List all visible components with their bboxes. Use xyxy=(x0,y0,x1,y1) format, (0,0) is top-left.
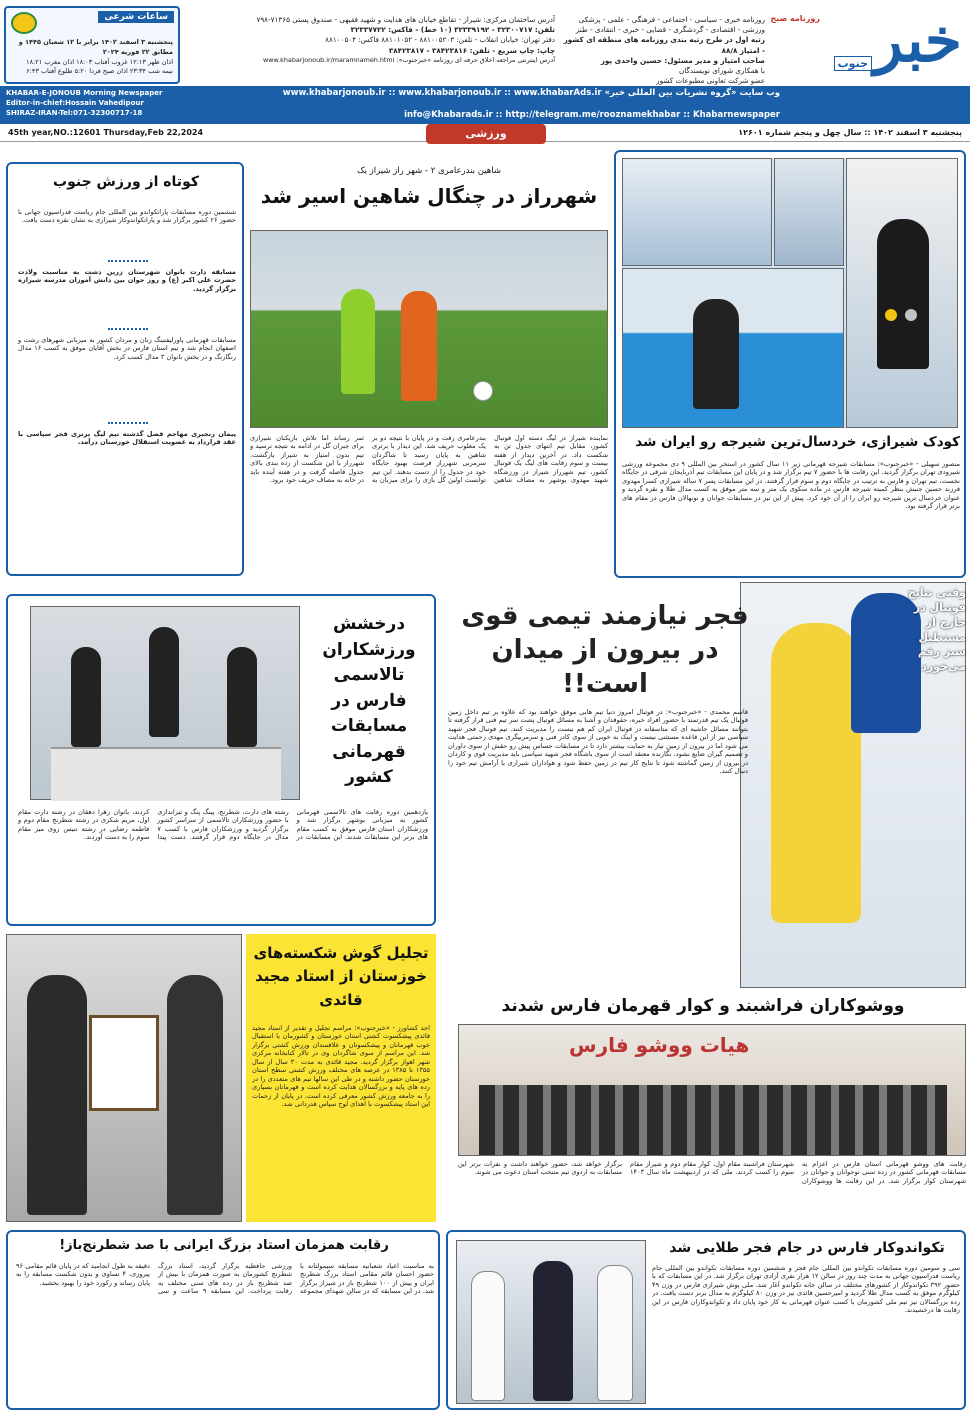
issue-en: 45th year,NO.:12601 Thursday,Feb 22,2024 xyxy=(8,128,204,137)
tagline-line: ورزشی - اقتصادی - گردشگری - قضایی - خبری - انتقادی - طنز xyxy=(575,25,765,35)
eng-line: KHABAR-E-JONOUB Morning Newspaper xyxy=(6,89,163,97)
sidebar-short-news xyxy=(6,162,244,576)
divider xyxy=(108,260,148,262)
tagline-line: با همکاری شورای نویسندگان xyxy=(678,66,765,76)
athlete-figure xyxy=(597,1265,633,1401)
coach-figure xyxy=(533,1261,573,1401)
prayer-line: اذان ظهر ۱۲:۱۳ غروب آفتاب ۱۸:۰۳ اذان مغرب ۱۸:۲۱ xyxy=(26,57,173,66)
article-title: درخشش ورزشکاران تالاسمی فارس در مسابقات قهرمانی کشور xyxy=(322,614,416,787)
article-taekwondo xyxy=(446,1230,966,1410)
tagline-line: عضو شرکت تعاونی مطبوعات کشور xyxy=(656,76,765,86)
podium-photo xyxy=(30,606,300,800)
football-photo xyxy=(250,230,608,428)
article-title: کودک شیرازی، خردسال‌ترین شیرجه رو ایران شد xyxy=(635,434,960,450)
logo-tag: روزنامه صبح xyxy=(770,14,820,23)
ceremony-photo xyxy=(6,934,242,1222)
photo-pool xyxy=(622,268,844,428)
article-body: رقابت های ووشو قهرمانی استان فارس در اعزام به مسابقات قهرمانی کشور در رده سنی نوجوانان و جوانان در شهرستان کوار برگزار شد. در این رقابت ها ووشوکاران شهرستان فراشبند مقام اول، کوار مقام دوم و شیراز مقام سوم را کسب کردند. ملی که در اردیبهشت ماه سال ۱۴۰۳ برگزار خواهد شد، حضور خواهند داشت و نفرات برتر این مسابقات به اردوی تیم منتخب استان دعوت می شوند. xyxy=(458,1160,966,1185)
photo-team xyxy=(622,158,772,266)
tagline-line: روزنامه خبری - سیاسی - اجتماعی - فرهنگی - علمی - پزشکی xyxy=(578,15,765,24)
sidebar-item: مسابقه دارت بانوان شهرستان زرین دشت به مناسبت ولادت حضرت علی اکبر (ع) و روز جوان بین دانش آموزان مدرسه شیرازه برگزار گردید. xyxy=(18,268,236,293)
player-green xyxy=(341,289,375,394)
newspaper-logo xyxy=(765,4,970,96)
article-title: شهرراز در چنگال شاهین اسیر شد xyxy=(260,184,598,208)
section-label: ورزشی xyxy=(426,124,546,144)
person-figure xyxy=(27,975,87,1215)
prayer-line: نیمه شب ۲۳:۳۴ اذان صبح فردا ۵:۲۰ طلوع آفتاب ۶:۴۳ xyxy=(26,67,173,76)
podium xyxy=(51,747,281,801)
player-orange xyxy=(401,291,437,401)
contact-line: آدرس ساختمان مرکزی: شیراز - تقاطع خیابان های هدایت و شهید فقیهی - صندوق پستی ۷۱۳۶۵-۷۹۸ xyxy=(256,15,555,24)
photo-boy-medals xyxy=(846,158,958,428)
article-body: سی و سومین دوره مسابقات تکواندو بین المللی جام فجر و ششمین دوره مسابقات تکواندو بین المللی جام ریاست فدراسیون جهانی به مدت چند روز در سالن ۱۲ هزار نفری آزادی تهران برگزار شد. در این مسابقات که با حضور ۳۹۲ تکواندوکار از کشورهای مختلف در سالن خانه تکواندو آغاز شد، ملی پوش شیرازی فارس در وزن ۴۹ کیلوگرم موفق به کسب مدال طلا گردید و امیرحسین قائدی نیز در وزن ۸۰ کیلوگرم به مدال برنز دست یافت. در رده بزرگسالان نیز تیم ملی کشورمان با کسب عنوان قهرمانی به کار خود پایان داد و تکواندوکاران فارس در این رقابت ها درخشیدند. xyxy=(652,1264,960,1315)
contact-line: دفتر تهران: خیابان انقلاب - تلفن: ۸۸۱۰۰۵۲۰۳ - ۸۸۱۰۱۰۵۲ فاکس: ۸۸۱۰۰۵۰۴ xyxy=(325,35,555,45)
article-body: یازدهمین دوره رقابت های تالاسمی قهرمانی کشور به میزبانی بوشهر برگزار شد و ورزشکاران استان فارس موفق به کسب مقام های برتر این مسابقات شدند. این مسابقات در رشته های دارت، شطرنج، پینگ پنگ و تیراندازی با حضور ورزشکاران تالاسمی از سراسر کشور برگزار گردید و ورزشکاران فارس با کسب ۷ مدال در جایگاه دوم قرار گرفتند. دست پیدا کردند، بانوان زهرا دهقان در رشته دارت مقام اول، مریم شکری در رشته شطرنج مقام دوم و فاطمه رضایی در رشته تنیس روی میز مقام سوم را به دست آوردند. xyxy=(18,808,428,842)
contact-line: تلفن: ۳۲۳۰۰۷۱۷ - ۳۲۳۳۹۱۹۲ (۱۰ خط) - فاکس: ۳۲۳۳۷۷۲۲ xyxy=(350,25,555,35)
article-body: احد کشاورز - «خبرجنوب»: مراسم تجلیل و تقدیر از استاد مجید قائدی پیشکسوت کشتی استان خوزستان و کشورمان با استقبال خوب قهرمانان و پیشکسوتان و علاقمندان ورزش کشتی برگزار شد. این مراسم از سوی شاگردان وی در تالار کتابخانه مرکزی شهر اهواز برگزار گردید. مجید قائدی به مدت ۳۰ سال از سال ۱۳۵۵ تا ۱۳۸۵ در عرصه های مختلف ورزش کشتی سطح استان خوزستان حضور داشته و در طی این سالها تیم های متعددی را در رده های پایه و بزرگسالان هدایت کرده است و قهرمانان بسیاری را به جامعه ورزش کشور معرفی کرده است. در پایان از زحمات این استاد پیشکسوت با اهدای لوح سپاس قدردانی شد. xyxy=(252,1024,430,1108)
eng-line: SHIRAZ-IRAN-Tel:071-32300717-18 xyxy=(6,109,143,118)
article-body: قاسم محمدی - «خبرجنوب»: در فوتبال امروز دنیا تیم هایی موفق خواهند بود که علاوه بر تیم داخل زمین فوتبال یک تیم قدرتمند با حضور افراد خبره، حقوقدان و آشنا به مسائل فوتبال پشت سر تیم فنی قرار گرفته تا بتوانند مسائل حاشیه ای که متاسفانه در فوتبال ایران کم هم نیست را مدیریت کنند. تیم فوتبال فجر شهید سپاسی نیز از این قاعده مستثنی نیست و اینک به خوبی از سوی کادر فنی و سرمربیگری مهدی رحمتی هدایت می شود اما در بیرون از زمین نیاز به حمایت بیشتر دارد تا در مسابقات حساس پیش رو حقش از سوی داوران و تصمیم گیران ضایع نشود. نگارنده معتقد است از سوی باشگاه فجر شهید سپاسی باید مدیریت قوی و کاردان در بیرون از زمین گماشته شود تا نتایج کار تیم در زمین حفظ شود و هواداران شیرازی با آرامش تیم خود را دنبال کنند. xyxy=(448,708,748,776)
article-thalassemia xyxy=(6,594,436,926)
winner-figure xyxy=(227,647,257,747)
ball-icon xyxy=(473,381,493,401)
article-fajr xyxy=(440,582,966,988)
logo-text: خبر xyxy=(873,6,962,76)
medal-icon xyxy=(905,309,917,321)
divider xyxy=(108,328,148,330)
banner-text: هیات ووشو فارس xyxy=(569,1033,750,1057)
logo-sub: جنوب xyxy=(834,56,872,71)
sidebar-title: کوتاه از ورزش جنوب xyxy=(53,174,199,190)
frame-gift xyxy=(89,1015,159,1111)
social-links[interactable]: info@Khabarads.ir :: http://telegram.me/rooznamekhabar :: Khabarnewspaper xyxy=(404,110,780,120)
article-body: به مناسبت اعیاد شعبانیه مسابقه سیمولتانه با حضور احسان قائم مقامی استاد بزرگ شطرنج ایران و بیش از ۱۰۰ شطرنج باز در شیراز برگزار شد. در این مسابقه که در سالن شهدای مجموعه ورزشی حافظیه برگزار گردید، استاد بزرگ شطرنج کشورمان به صورت همزمان با بیش از صد شطرنج باز در رده های سنی مختلف به رقابت پرداخت. این مسابقه ۹ ساعت و سی دقیقه به طول انجامید که در پایان قائم مقامی ۹۶ پیروزی، ۴ تساوی و بدون شکست مسابقه را به پایان رساند و رکورد خود را بهبود بخشید. xyxy=(16,1262,434,1296)
athlete-figure xyxy=(471,1271,505,1401)
article-diving xyxy=(614,150,966,578)
article-shahrraz xyxy=(250,158,608,578)
wushu-photo xyxy=(458,1024,966,1156)
article-body: منصور سهیلی - «خبرجنوب»: مسابقات شیرجه قهرمانی زیر ۱۱ سال کشور در استخر بین المللی ۹ دی مجموعه ورزشی شیرودی تهران برگزار گردید. این رقابت ها با حضور ۷ تیم برگزار شد و در پایان این مسابقات تیم آذربایجان شرقی در جایگاه نخست، تیم تهران و فارس به ترتیب در جایگاه دوم و سوم قرار گرفتند. در این مسابقات پسر ۷ ساله شیرازی کسرا مهدوی فرزند حسین جنبش بنظر کمیته شیرجه فارس در ماده سکوی یک متر و سه متر موفق به کسب مدال طلا و نقره گردید و عنوان خردسال ترین شیرجه رو ایران را از آن خود کرد. پیش از این نیز در مسابقات جوانان و نونهالان فارس در مقام های برتر قرار گرفته بود. xyxy=(622,460,960,511)
sidebar-item: مسابقات قهرمانی پاورلیفتینگ زنان و مردان کشور به میزبانی شهرهای رشت و اصفهان انجام شد و تیم استان فارس در بخش آقایان موفق به کسب ۱۶ مدال رنگارنگ و در بخش بانوان ۳ مدال کسب کرد. xyxy=(18,336,236,361)
taekwondo-photo xyxy=(456,1240,646,1404)
contact-info xyxy=(205,15,555,65)
english-info xyxy=(6,88,186,118)
eng-line: Editor-in-chief:Hossain Vahedipour xyxy=(6,99,144,108)
child-figure xyxy=(693,299,739,409)
winner-figure xyxy=(71,647,101,747)
contact-line: چاپ: چاپ سریع - تلفن: ۳۸۴۲۳۸۱۶ - ۳۸۴۲۳۸۱۷ xyxy=(388,45,555,55)
article-wushu xyxy=(440,996,966,1224)
prayer-line: پنجشنبه ۳ اسفند ۱۴۰۲ برابر با ۱۲ شعبان ۱۴۴۵ و مطابق ۲۲ فوریه ۲۰۲۴ xyxy=(18,38,173,56)
medal-icon xyxy=(885,309,897,321)
photo-team-2 xyxy=(774,158,844,266)
article-title: ووشوکاران فراشبند و کوار قهرمان فارس شدند xyxy=(501,996,905,1016)
issue-fa: پنجشنبه ۳ اسفند ۱۴۰۲ :: سال چهل و پنجم شماره ۱۲۶۰۱ xyxy=(738,128,962,137)
group-figures xyxy=(479,1085,947,1155)
article-body: نماینده شیراز در لیگ دسته اول فوتبال کشور، مقابل تیم انتهای جدول تن به شکست داد. در آخرین دیدار از هفته بیست و سوم رقابت های لیگ یک فوتبال کشور، تیم شهرراز شیراز در ورزشگاه شهید مهدوی بوشهر به مصاف شاهین بندرعامری رفت و در پایان با نتیجه دو بر یک مغلوب حریف شد. این دیدار با برتری شاهین به پایان رسید تا شاگردان سرمربی شهرراز فرصت بهبود جایگاه خود در جدول را از دست بدهند. این تیم توانست اولین گل بازی را برای میزبان به ثمر رساند اما تلاش بازیکنان شیرازی برای جبران گل در ادامه به نتیجه نرسید و تیم بدون امتیاز به شیراز بازگشت. شهرراز با این شکست از رده بندی بالای جدول فاصله گرفت و در هفته آینده باید در خانه به مصاف حریف خود برود. xyxy=(250,434,608,485)
ghaedi-text-box xyxy=(246,934,436,1222)
person-figure xyxy=(167,975,223,1215)
prayer-times-box xyxy=(4,6,180,84)
article-kicker: شاهین بندرعامری ۲ - شهر راز شیراز یک xyxy=(357,166,501,176)
fajr-side-note: وقتی نتایج فوتبال در خارج از مستطیل سبز رقم می‌خورد xyxy=(907,586,966,674)
diving-photo-collage xyxy=(622,158,958,428)
sidebar-item: پیمان رنجبری مهاجم فصل گذشته تیم لیگ برتری فجر سپاسی با عقد قرارداد به عضویت استقلال خوزستان درآمد. xyxy=(18,430,236,447)
tagline-line: صاحب امتیاز و مدیر مسئول: حسین واحدی پور xyxy=(600,55,765,65)
divider xyxy=(108,422,148,424)
contact-line: آدرس اینترنتی مراجعه اخلاق حرفه ای روزنامه «خبرجنوب»: www.khabarjonoub.ir/maramnameh.html xyxy=(263,55,555,64)
article-chess xyxy=(6,1230,440,1410)
tagline-line: رتبه اول در طرح رتبه بندی روزنامه های منطقه ای کشور - امتیاز ۸۸/۸ xyxy=(563,35,765,55)
article-title: تجلیل گوش شکسته‌های خوزستان از استاد مجید قائدی xyxy=(253,944,429,1009)
tagline xyxy=(560,15,765,87)
boy-figure xyxy=(877,219,929,369)
winner-figure xyxy=(149,627,179,737)
prayer-times-title: ساعات شرعی xyxy=(98,11,174,23)
sidebar-item: ششمین دوره مسابقات پاراتکواندو بین المللی جام ریاست فدراسیون جهانی با حضور ۲۶ کشور برگزار شد و پاراتکواندوکار شیرازی به نشان نقره دست یافت. xyxy=(18,208,236,225)
mosque-icon xyxy=(11,12,37,34)
article-title: تکواندوکار فارس در جام فجر طلایی شد xyxy=(669,1240,945,1256)
player-yellow xyxy=(771,623,861,923)
article-title: فجر نیازمند تیمی قوی در بیرون از میدان است!! xyxy=(461,601,749,699)
article-title: رقابت همزمان استاد بزرگ ایرانی با صد شطرنج‌باز! xyxy=(59,1238,389,1253)
website-links[interactable]: وب سایت «گروه نشریات بین المللی خبر» www.khabarjonoub.ir :: www.khabarjonoub.ir :: www.khabarAds.ir xyxy=(282,88,780,98)
article-ghaedi xyxy=(6,934,436,1224)
